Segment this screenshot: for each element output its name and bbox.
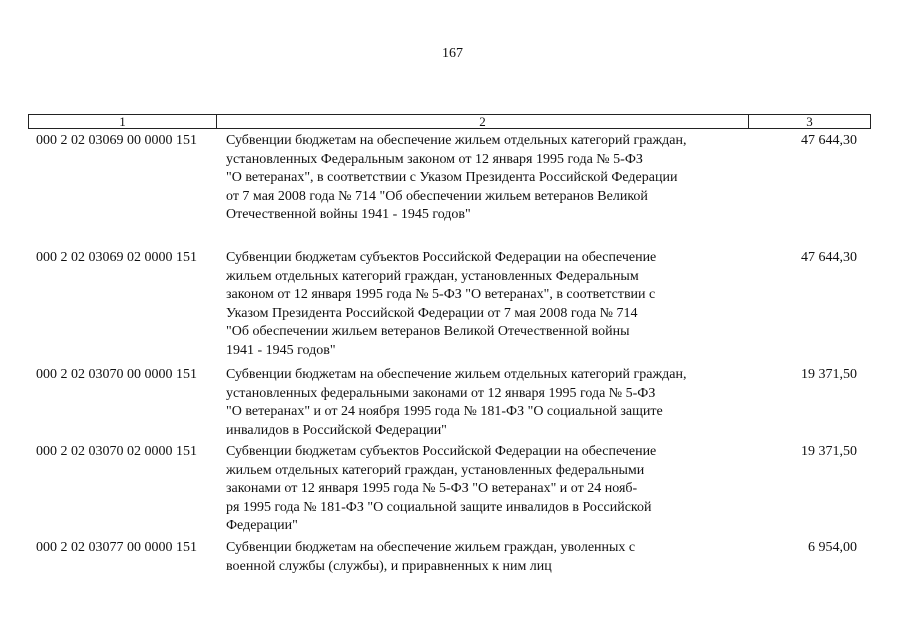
description-line: ря 1995 года № 181-ФЗ "О социальной защите инвалидов в Российской [226,499,652,515]
description-line: Указом Президента Российской Федерации от 7 мая 2008 года № 714 [226,305,638,321]
description-line: Отечественной войны 1941 - 1945 годов" [226,207,471,223]
description-line: Субвенции бюджетам субъектов Российской Федерации на обеспечение [226,250,657,265]
row-amount: 19 371,50 [801,367,857,382]
row-description [226,539,635,576]
row-amount: 6 954,00 [808,540,857,555]
row-description [226,443,656,536]
budget-code: 000 2 02 03077 00 0000 151 [36,540,197,555]
description-line: от 7 мая 2008 года № 714 "Об обеспечении жильем ветеранов Великой [226,188,648,204]
row-amount: 19 371,50 [801,444,857,459]
description-line: Субвенции бюджетам на обеспечение жильем отдельных категорий граждан, [226,367,687,382]
description-line: установленных Федеральным законом от 12 января 1995 года № 5-ФЗ [226,151,643,167]
description-line: инвалидов в Российской Федерации" [226,422,447,438]
budget-code: 000 2 02 03070 00 0000 151 [36,367,197,382]
description-line: "Об обеспечении жильем ветеранов Великой Отечественной войны [226,324,630,340]
description-line: Субвенции бюджетам на обеспечение жильем граждан, уволенных с [226,540,636,555]
row-amount: 47 644,30 [801,133,857,148]
column-header-1: 1 [29,115,217,128]
description-line: 1941 - 1945 годов" [226,342,336,358]
description-line: жильем отдельных категорий граждан, установленных федеральными [226,462,645,478]
row-description [226,366,687,440]
column-header-2: 2 [217,115,749,128]
row-amount: 47 644,30 [801,250,857,265]
description-line: "О ветеранах", в соответствии с Указом Президента Российской Федерации [226,170,678,186]
row-description [226,132,687,225]
table-header [28,114,871,129]
description-line: Субвенции бюджетам на обеспечение жильем отдельных категорий граждан, [226,133,687,148]
budget-code: 000 2 02 03070 02 0000 151 [36,444,197,459]
description-line: законами от 12 января 1995 года № 5-ФЗ "О ветеранах" и от 24 нояб- [226,481,638,497]
description-line: военной службы (службы), и приравненных к ним лиц [226,558,552,574]
row-description [226,249,656,361]
description-line: Федерации" [226,518,298,534]
description-line: установленных федеральными законами от 12 января 1995 года № 5-ФЗ [226,385,656,401]
description-line: Субвенции бюджетам субъектов Российской Федерации на обеспечение [226,444,657,459]
description-line: законом от 12 января 1995 года № 5-ФЗ "О ветеранах", в соответствии с [226,287,656,303]
page-number: 167 [442,46,463,61]
budget-code: 000 2 02 03069 00 0000 151 [36,133,197,148]
column-header-3: 3 [806,114,813,129]
description-line: жильем отдельных категорий граждан, установленных Федеральным [226,268,639,284]
description-line: "О ветеранах" и от 24 ноября 1995 года № 181-ФЗ "О социальной защите [226,404,663,420]
budget-code: 000 2 02 03069 02 0000 151 [36,250,197,265]
